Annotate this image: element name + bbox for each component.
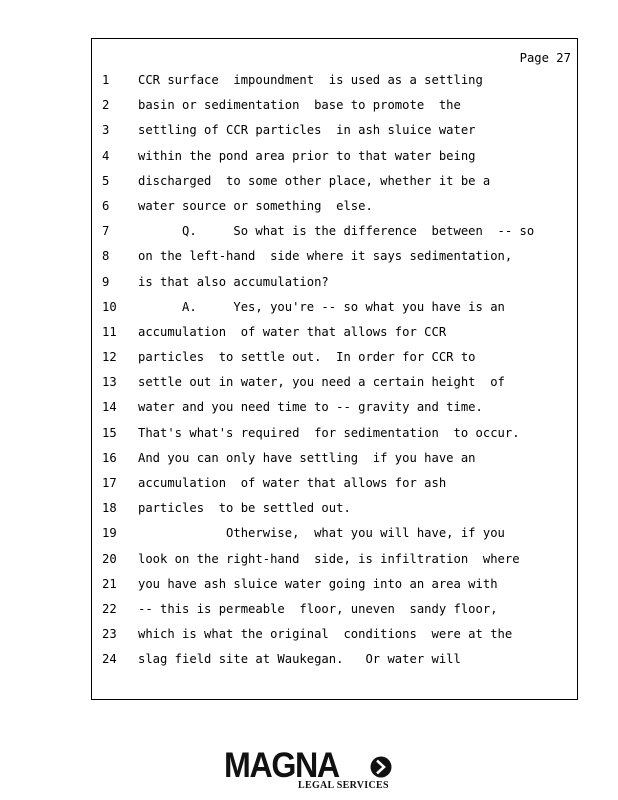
transcript-page: [91, 38, 578, 700]
transcript-line: [92, 68, 577, 93]
line-text: accumulation of water that allows for CCR: [138, 324, 447, 339]
magna-logo: [224, 748, 394, 793]
transcript-line: [92, 446, 577, 471]
transcript-line: [92, 471, 577, 496]
line-text: -- this is permeable floor, uneven sandy floor,: [138, 601, 498, 616]
transcript-line: [92, 244, 577, 269]
line-text: settle out in water, you need a certain height of: [138, 375, 505, 390]
line-text: That's what's required for sedimentation to occur.: [138, 425, 520, 440]
line-number: 3: [102, 123, 110, 138]
transcript-line: [92, 370, 577, 395]
line-number: 5: [102, 173, 110, 188]
transcript-line: [92, 547, 577, 572]
line-text: CCR surface impoundment is used as a settling: [138, 73, 483, 87]
line-number: 8: [102, 249, 110, 264]
transcript-line: [92, 421, 577, 446]
line-text: water and you need time to -- gravity and time.: [138, 400, 483, 415]
transcript-line: [92, 270, 577, 295]
line-text: accumulation of water that allows for ash: [138, 476, 447, 490]
line-number: 15: [102, 425, 117, 440]
line-text: slag field site at Waukegan. Or water will: [138, 652, 461, 667]
line-text: on the left-hand side where it says sedimentation,: [138, 249, 513, 264]
line-text: Otherwise, what you will have, if you: [138, 526, 505, 541]
transcript-line: [92, 572, 577, 597]
line-text: discharged to some other place, whether it be a: [138, 173, 491, 188]
line-text: Q. So what is the difference between -- so: [138, 224, 535, 239]
line-number: 1: [102, 73, 110, 87]
arrow-circle-icon: [370, 756, 392, 778]
line-number: 21: [102, 576, 117, 591]
line-number: 23: [102, 627, 117, 642]
line-number: 22: [102, 601, 117, 616]
transcript-line: [92, 320, 577, 345]
line-number: 14: [102, 400, 117, 415]
transcript-line: [92, 647, 577, 672]
line-number: 19: [102, 526, 117, 541]
line-number: 17: [102, 476, 117, 490]
transcript-line: [92, 295, 577, 320]
line-text: basin or sedimentation base to promote the: [138, 98, 461, 113]
line-text: And you can only have settling if you have an: [138, 450, 476, 465]
line-number: 18: [102, 501, 117, 516]
line-number: 2: [102, 98, 110, 113]
transcript-line: [92, 118, 577, 143]
line-number: 24: [102, 652, 117, 667]
line-number: 12: [102, 350, 117, 365]
transcript-line: [92, 521, 577, 546]
transcript-line: [92, 597, 577, 622]
line-number: 10: [102, 299, 117, 314]
transcript-line: [92, 345, 577, 370]
line-number: 4: [102, 148, 110, 163]
line-number: 9: [102, 274, 110, 289]
transcript-line: [92, 496, 577, 521]
line-text: is that also accumulation?: [138, 274, 329, 289]
line-number: 11: [102, 324, 117, 339]
line-text: which is what the original conditions were at the: [138, 627, 513, 642]
transcript-line: [92, 194, 577, 219]
page-number: Page 27: [519, 51, 571, 65]
transcript-lines: [92, 68, 577, 673]
line-number: 7: [102, 224, 110, 239]
transcript-line: [92, 622, 577, 647]
line-number: 16: [102, 450, 117, 465]
transcript-line: [92, 93, 577, 118]
line-text: particles to settle out. In order for CCR to: [138, 350, 476, 365]
line-number: 6: [102, 198, 110, 213]
line-text: A. Yes, you're -- so what you have is an: [138, 299, 505, 314]
transcript-line: [92, 219, 577, 244]
line-number: 13: [102, 375, 117, 390]
line-text: look on the right-hand side, is infiltration where: [138, 551, 520, 566]
line-text: within the pond area prior to that water being: [138, 148, 476, 163]
line-text: water source or something else.: [138, 198, 373, 213]
line-number: 20: [102, 551, 117, 566]
line-text: you have ash sluice water going into an area with: [138, 576, 498, 591]
logo-subtitle: LEGAL SERVICES: [298, 780, 389, 791]
transcript-line: [92, 169, 577, 194]
line-text: settling of CCR particles in ash sluice water: [138, 123, 476, 138]
line-text: particles to be settled out.: [138, 501, 351, 516]
logo-wordmark: MAGNA: [224, 746, 339, 785]
transcript-line: [92, 144, 577, 169]
transcript-line: [92, 395, 577, 420]
